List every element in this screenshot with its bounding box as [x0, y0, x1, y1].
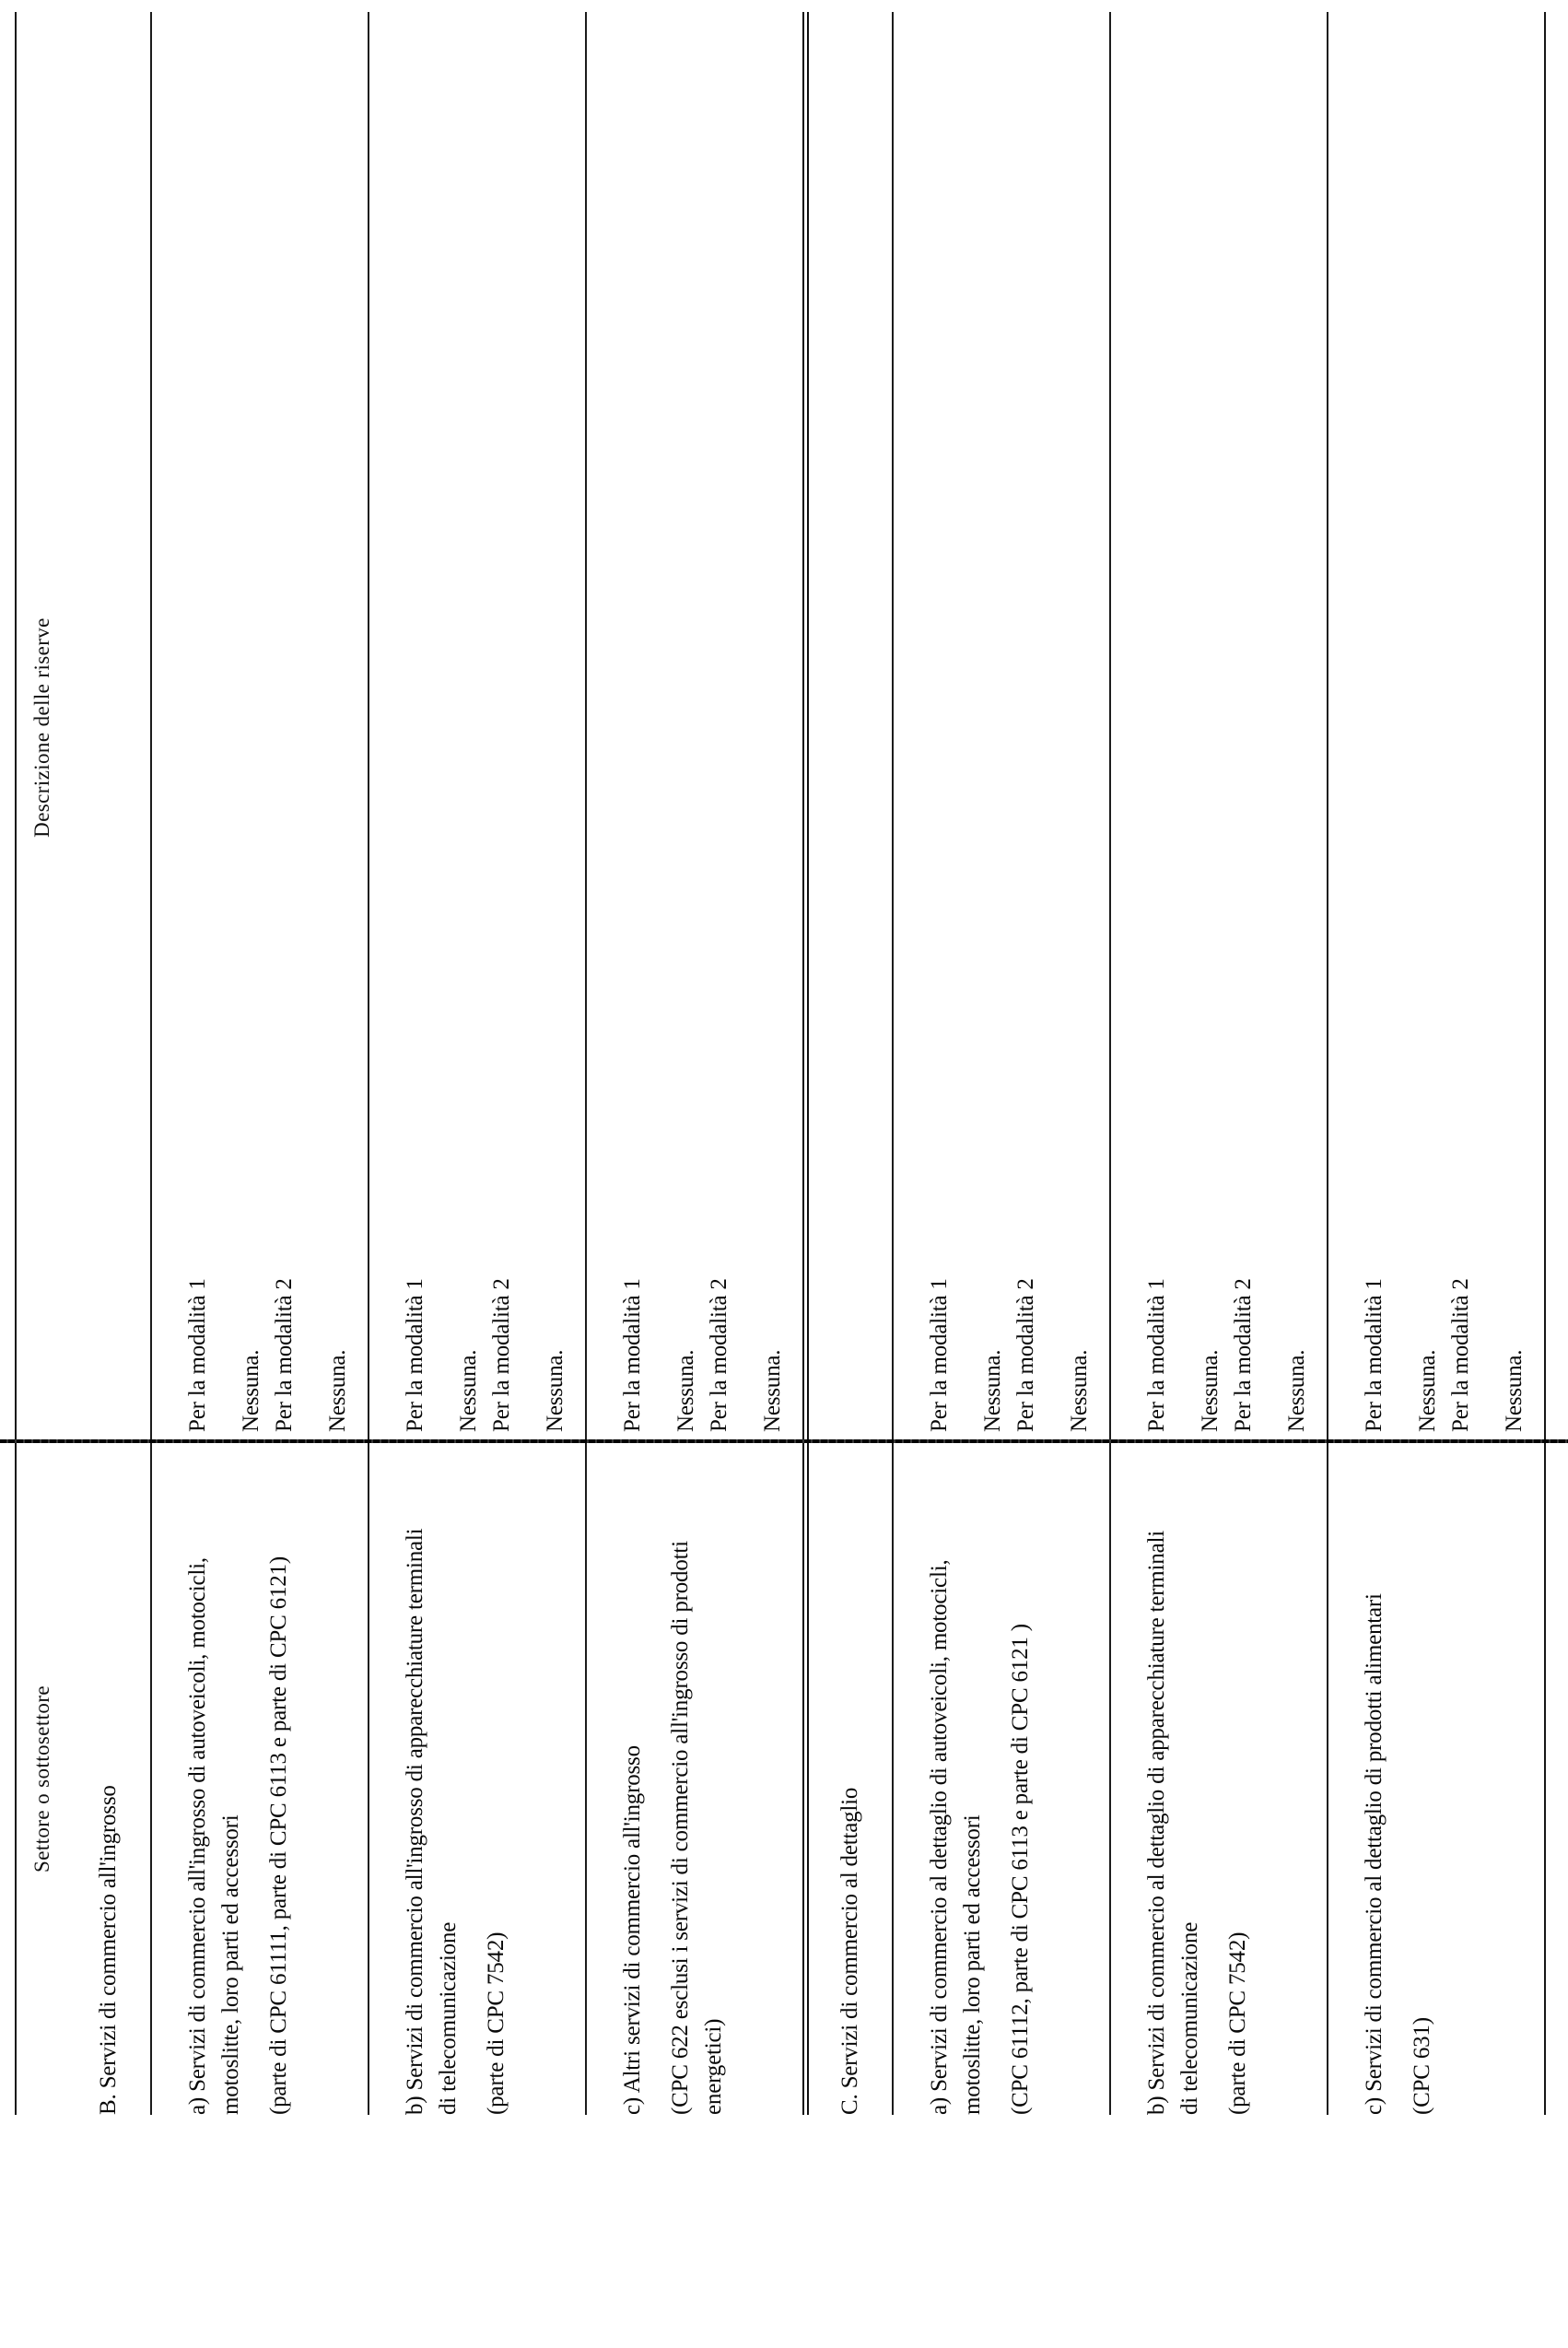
- column-separator-line: [0, 1439, 1568, 1443]
- sector-text-line: a) Servizi di commercio all'ingrosso di autoveicoli, motocicli,: [185, 1557, 210, 2115]
- cpc-note-line: (CPC 631): [1410, 2017, 1434, 2115]
- header-cell-reserves: [17, 12, 67, 1443]
- table-row: [585, 12, 802, 2115]
- cpc-note-line: (parte di CPC 61111, parte di CPC 6113 e parte di CPC 6121): [266, 1556, 291, 2115]
- table-row: [1109, 12, 1327, 2115]
- reserve-text-line: Nessuna.: [239, 1349, 263, 1432]
- sector-cell: [152, 1443, 368, 2115]
- table-header-row: [17, 12, 67, 2115]
- sector-text-line: motoslitte, loro parti ed accessori: [218, 1814, 243, 2115]
- sector-text-line: motoslitte, loro parti ed accessori: [960, 1814, 985, 2115]
- cpc-note-line: (parte di CPC 7542): [484, 1931, 509, 2115]
- sector-text-line: c) Servizi di commercio al dettaglio di prodotti alimentari: [1362, 1593, 1387, 2115]
- sector-text-line: b) Servizi di commercio all'ingrosso di apparecchiature terminali: [403, 1528, 427, 2115]
- sector-cell: [1328, 1443, 1544, 2115]
- reserve-cell: [67, 12, 150, 1443]
- reserve-cell: [1111, 12, 1327, 1443]
- table-row: [368, 12, 585, 2115]
- reserve-cell: [152, 12, 368, 1443]
- reserve-text-line: Per la modalità 1: [185, 1278, 210, 1432]
- reserve-text-line: Nessuna.: [760, 1349, 785, 1432]
- reserve-cell: [809, 12, 892, 1443]
- cpc-note-line: energetici): [701, 2018, 726, 2115]
- sector-text-line: b) Servizi di commercio al dettaglio di apparecchiature terminali: [1144, 1531, 1169, 2115]
- reserve-text-line: Nessuna.: [1198, 1349, 1223, 1432]
- reserve-text-line: Nessuna.: [673, 1349, 698, 1432]
- reserve-text-line: Per la modalità 2: [1231, 1278, 1256, 1432]
- services-reservations-table: [15, 12, 1546, 2115]
- reserve-text-line: Per la modalità 2: [1448, 1278, 1473, 1432]
- reserve-text-line: Nessuna.: [325, 1349, 350, 1432]
- sector-text-line: B. Servizi di commercio all'ingrosso: [96, 1785, 121, 2115]
- reserve-text-line: Per la modalità 1: [1144, 1278, 1169, 1432]
- sector-text-line: di telecomunicazione: [436, 1921, 461, 2115]
- table-row: [1327, 12, 1544, 2115]
- reserve-text-line: Nessuna.: [456, 1349, 481, 1432]
- reserve-text-line: Nessuna.: [1502, 1349, 1527, 1432]
- reserves-column-header: Descrizione delle riserve: [29, 617, 53, 838]
- reserve-text-line: Per la modalità 1: [620, 1278, 645, 1432]
- sector-column-header: Settore o sottosettore: [29, 1685, 53, 1873]
- reserve-text-line: Nessuna.: [1284, 1349, 1309, 1432]
- reserve-text-line: Nessuna.: [980, 1349, 1005, 1432]
- reserve-cell: [894, 12, 1109, 1443]
- table-row: [67, 12, 150, 2115]
- sector-text-line: c) Altri servizi di commercio all'ingrosso: [620, 1745, 645, 2115]
- sector-cell: [1111, 1443, 1327, 2115]
- sector-cell: [809, 1443, 892, 2115]
- table-row: [892, 12, 1109, 2115]
- table-row: [802, 12, 892, 2115]
- header-cell-sector: [17, 1443, 67, 2115]
- reserve-text-line: Per la modalità 1: [403, 1278, 427, 1432]
- reserve-text-line: Per la modalità 2: [272, 1278, 297, 1432]
- sector-cell: [587, 1443, 802, 2115]
- cpc-note-line: (parte di CPC 7542): [1225, 1931, 1250, 2115]
- sector-cell: [894, 1443, 1109, 2115]
- reserve-cell: [587, 12, 802, 1443]
- reserve-text-line: Nessuna.: [1415, 1349, 1440, 1432]
- reserve-cell: [369, 12, 585, 1443]
- reserve-text-line: Per la modalità 1: [927, 1278, 952, 1432]
- reserve-text-line: Nessuna.: [1067, 1349, 1092, 1432]
- cpc-note-line: (CPC 61112, parte di CPC 6113 e parte di CPC 6121 ): [1008, 1624, 1033, 2115]
- reserve-text-line: Per la modalità 2: [489, 1278, 514, 1432]
- reserve-text-line: Per la modalità 2: [707, 1278, 731, 1432]
- sector-text-line: C. Servizi di commercio al dettaglio: [837, 1787, 862, 2115]
- sector-cell: [67, 1443, 150, 2115]
- reserve-text-line: Per la modalità 2: [1013, 1278, 1038, 1432]
- reserve-cell: [1328, 12, 1544, 1443]
- sector-cell: [369, 1443, 585, 2115]
- sector-text-line: a) Servizi di commercio al dettaglio di autoveicoli, motocicli,: [927, 1559, 952, 2115]
- sector-text-line: di telecomunicazione: [1177, 1921, 1202, 2115]
- table-row: [150, 12, 368, 2115]
- reserve-text-line: Nessuna.: [543, 1349, 568, 1432]
- cpc-note-line: (CPC 622 esclusi i servizi di commercio all'ingrosso di prodotti: [668, 1541, 693, 2115]
- reserve-text-line: Per la modalità 1: [1362, 1278, 1387, 1432]
